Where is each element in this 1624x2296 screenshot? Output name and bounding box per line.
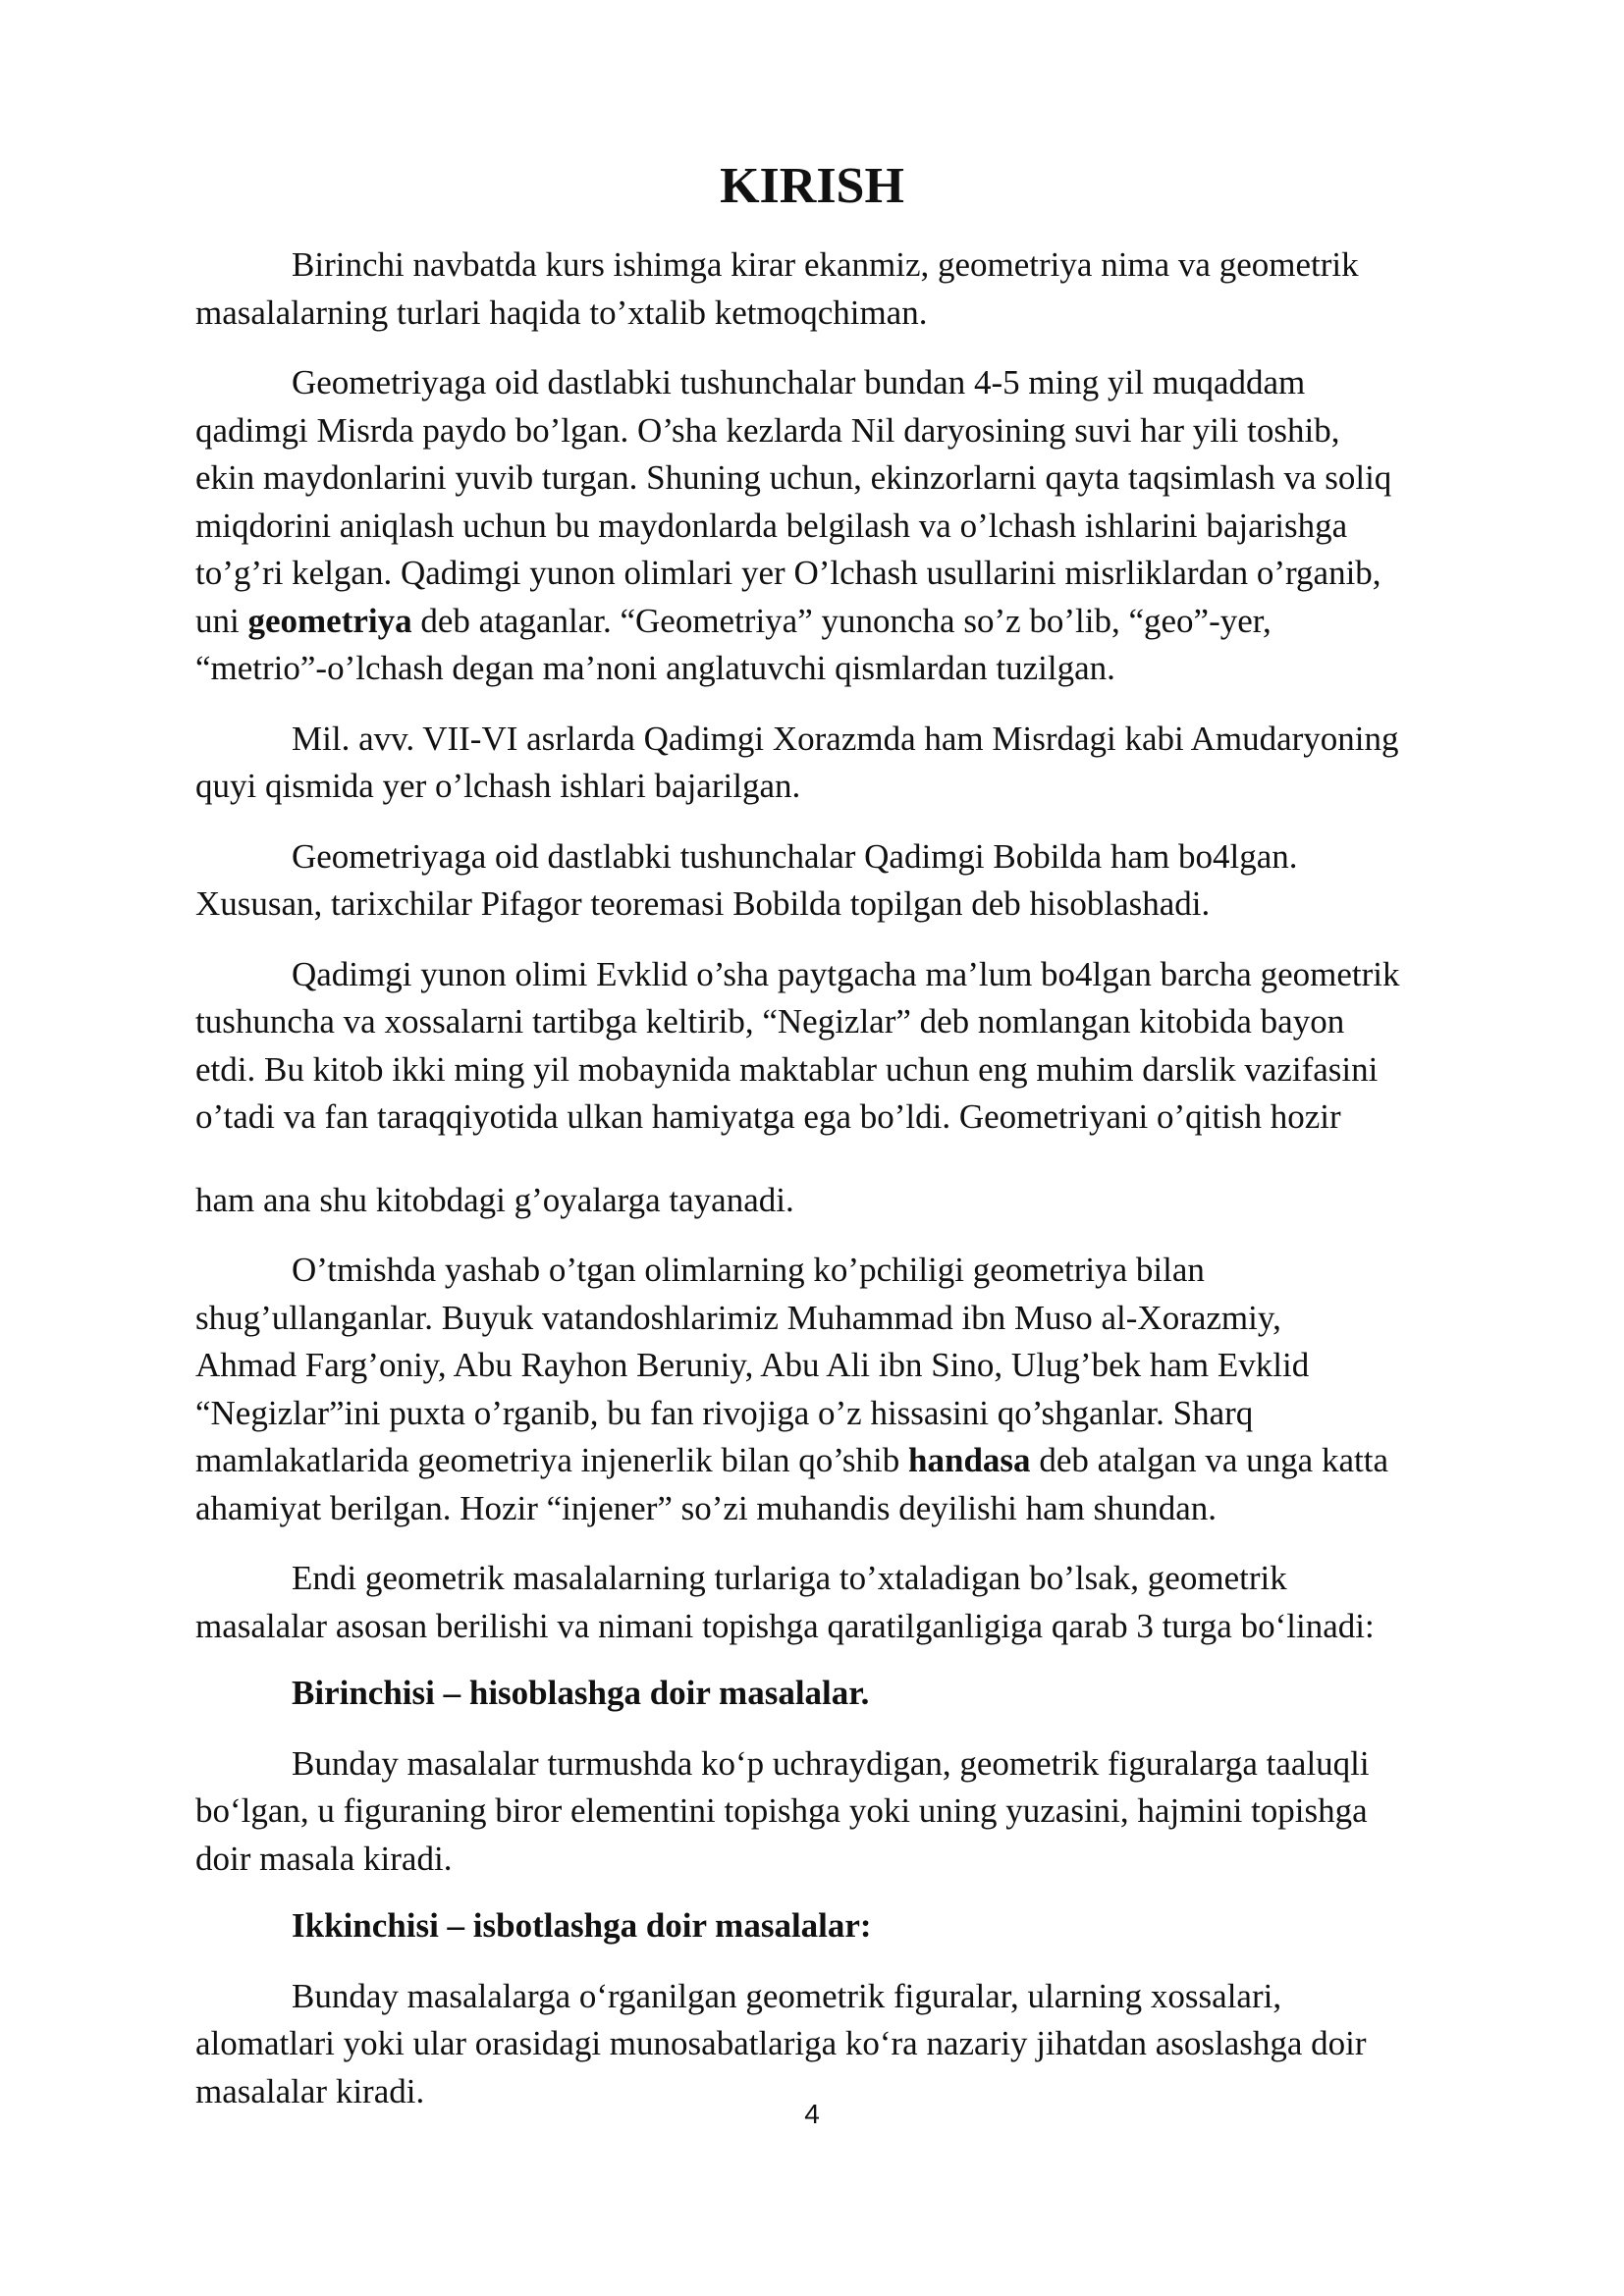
text-line: doir masala kiradi. <box>195 1839 453 1878</box>
text-line: ekin maydonlarini yuvib turgan. Shuning uchun, ekinzorlarni qayta taqsimlash va soliq <box>195 458 1392 497</box>
text-line: o’tadi va fan taraqqiyotida ulkan hamiyatga ega bo’ldi. Geometriyani o’qitish hozir <box>195 1097 1341 1136</box>
text-line: masalalar asosan berilishi va nimani topishga qaratilganligiga qarab 3 turga bo‘linadi: <box>195 1606 1375 1645</box>
text-line: etdi. Bu kitob ikki ming yil mobaynida maktablar uchun eng muhim darslik vazifasini <box>195 1049 1379 1089</box>
text-line: Xususan, tarixchilar Pifagor teoremasi Bobilda topilgan deb hisoblashadi. <box>195 884 1211 923</box>
paragraph-egypt-origins <box>195 359 1541 693</box>
paragraph-euclid-continued <box>195 1177 1541 1225</box>
text-line: Geometriyaga oid dastlabki tushunchalar Qadimgi Bobilda ham bo4lgan. <box>292 836 1298 876</box>
text-line: Ahmad Farg’oniy, Abu Rayhon Beruniy, Abu Ali ibn Sino, Ulug’bek ham Evklid <box>195 1346 1310 1384</box>
text-line: masalalarning turlari haqida to’xtalib ketmoqchiman. <box>195 293 928 332</box>
text-line: qadimgi Misrda paydo bo’lgan. O’sha kezlarda Nil daryosining suvi har yili toshib, <box>195 410 1340 450</box>
text-line: Qadimgi yunon olimi Evklid o’sha paytgacha ma’lum bo4lgan barcha geometrik <box>292 954 1400 993</box>
text-line: “Negizlar”ini puxta o’rganib, bu fan rivojiga o’z hissasini qo’shganlar. Sharq <box>195 1393 1254 1432</box>
text-line: Bunday masalalar turmushda ko‘p uchraydigan, geometrik figuralarga taaluqli <box>292 1743 1370 1783</box>
body-text <box>195 241 1541 2115</box>
paragraph-khorezm <box>195 716 1541 811</box>
text-line: alomatlari yoki ular orasidagi munosabatlariga ko‘ra nazariy jihatdan asoslashga doir <box>195 2024 1367 2062</box>
paragraph-calculation <box>195 1740 1541 1884</box>
text-line: to’g’ri kelgan. Qadimgi yunon olimlari yer O’lchash usullarini misrliklardan o’rganib, <box>195 554 1381 592</box>
paragraph-proof <box>195 1973 1541 2116</box>
bold-term-handasa: handasa <box>908 1441 1031 1479</box>
text-line: tushuncha va xossalarni tartibga keltirib, “Negizlar” deb nomlangan kitobida bayon <box>195 1002 1345 1041</box>
text-line: bo‘lgan, u figuraning biror elementini topishga yoki uning yuzasini, hajmini topishga <box>195 1791 1368 1830</box>
text-fragment: mamlakatlarida geometriya injenerlik bilan qo’shib <box>195 1441 909 1479</box>
paragraph-euclid <box>195 951 1541 1142</box>
text-line <box>195 602 1272 640</box>
text-line <box>195 1441 1388 1479</box>
text-line: Birinchi navbatda kurs ishimga kirar ekanmiz, geometriya nima va geometrik <box>292 245 1359 284</box>
text-fragment: uni <box>195 601 248 640</box>
text-line: Endi geometrik masalalarning turlariga to’xtaladigan bo’lsak, geometrik <box>292 1559 1287 1597</box>
text-line: masalalar kiradi. <box>195 2071 425 2110</box>
text-line: Geometriyaga oid dastlabki tushunchalar bundan 4-5 ming yil muqaddam <box>292 363 1306 401</box>
text-line: Mil. avv. VII-VI asrlarda Qadimgi Xorazmda ham Misrdagi kabi Amudaryoning <box>292 719 1399 758</box>
page-number: 4 <box>804 2099 820 2129</box>
paragraph-problem-types <box>195 1555 1541 1650</box>
text-line: quyi qismida yer o’lchash ishlari bajarilgan. <box>195 767 801 805</box>
text-line: ham ana shu kitobdagi g’oyalarga tayanadi. <box>195 1180 794 1219</box>
bold-term-geometriya: geometriya <box>247 601 412 640</box>
text-line: O’tmishda yashab o’tgan olimlarning ko’pchiligi geometriya bilan <box>292 1251 1205 1289</box>
text-line: ahamiyat berilgan. Hozir “injener” so’zi muhandis deyilishi ham shundan. <box>195 1488 1217 1527</box>
section-heading-proof: Ikkinchisi – isbotlashga doir masalalar: <box>292 1906 872 1945</box>
text-fragment: deb atalgan va unga katta <box>1030 1441 1388 1479</box>
text-line: “metrio”-o’lchash degan ma’noni anglatuvchi qismlardan tuzilgan. <box>195 649 1115 687</box>
page-title: KIRISH <box>720 158 904 214</box>
paragraph-babylon <box>195 833 1541 929</box>
text-line: Bunday masalalarga o‘rganilgan geometrik figuralar, ularning xossalari, <box>292 1976 1282 2015</box>
section-heading-calculation: Birinchisi – hisoblashga doir masalalar. <box>292 1674 870 1712</box>
text-fragment: deb ataganlar. “Geometriya” yunoncha so’z bo’lib, “geo”-yer, <box>411 601 1272 640</box>
paragraph-scholars <box>195 1247 1541 1532</box>
text-line: miqdorini aniqlash uchun bu maydonlarda belgilash va o’lchash ishlarini bajarishga <box>195 506 1348 545</box>
paragraph-intro <box>195 241 1541 337</box>
text-line: shug’ullanganlar. Buyuk vatandoshlarimiz Muhammad ibn Muso al-Xorazmiy, <box>195 1298 1281 1337</box>
